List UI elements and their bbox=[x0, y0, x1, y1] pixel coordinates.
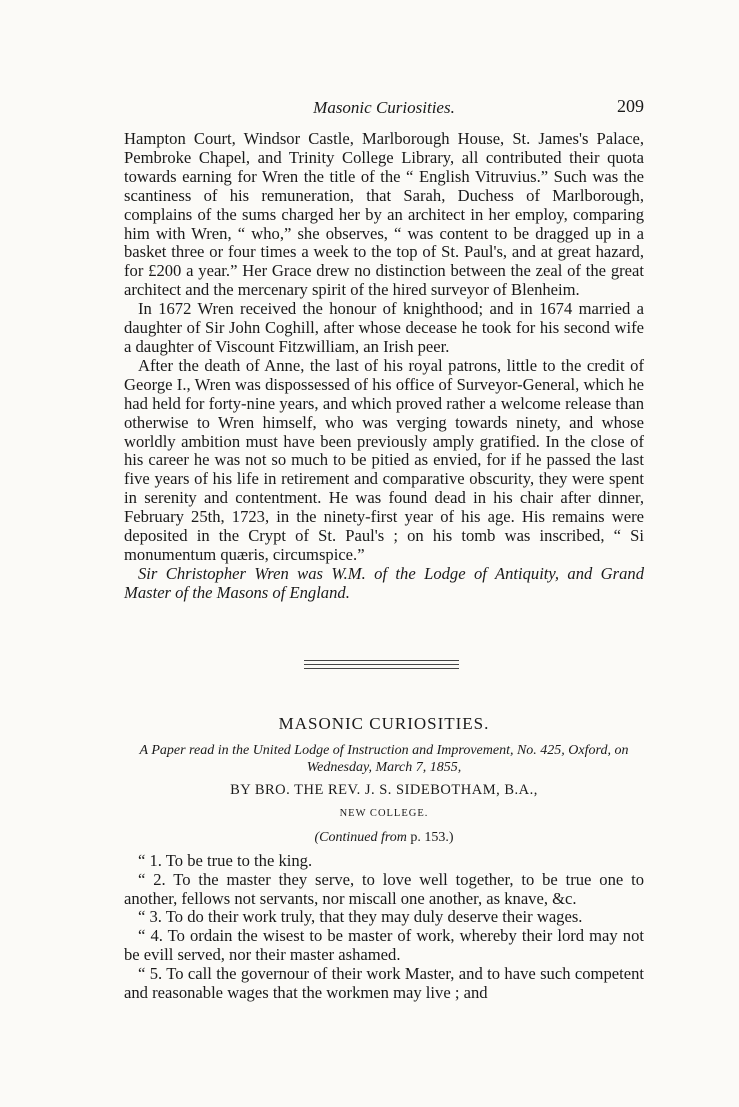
divider-line bbox=[304, 668, 459, 669]
continued-label: (Continued from bbox=[314, 830, 407, 845]
body-paragraph: In 1672 Wren received the honour of knighthood; and in 1674 married a daughter of Sir John Coghill, after whose decease he took for his second wife a daughter of Viscount Fitzwilliam, an Irish peer. bbox=[124, 299, 644, 356]
divider-line bbox=[304, 660, 459, 661]
body-text bbox=[124, 130, 644, 603]
body-paragraph: After the death of Anne, the last of his royal patrons, little to the credit of George I., Wren was dispossessed of his office of Surveyor-General, which he had held for forty-nine years, and which proved rather a welcome release than otherwise to Wren himself, who was verging towards ninety, and whose worldly ambition must have been previously amply gratified. In the close of his career he was not so much to be pitied as envied, for if he passed the last five years of his life in retirement and comparative obscurity, they were spent in serenity and contentment. He was found dead in his chair after dinner, February 25th, 1723, in the ninety-first year of his age. His remains were deposited in the Crypt of St. Paul's ; on his tomb was inscribed, “ Si monumentum quæris, circumspice.” bbox=[124, 355, 644, 564]
section-divider bbox=[304, 660, 459, 672]
continued-note bbox=[124, 830, 644, 846]
charges-list bbox=[124, 852, 644, 1002]
charge-item: “ 5. To call the governour of their work Master, and to have such competent and reasonable wages that the workmen may live ; and bbox=[124, 963, 644, 1002]
charge-item: “ 3. To do their work truly, that they may duly deserve their wages. bbox=[138, 907, 583, 927]
attribution-paragraph: Sir Christopher Wren was W.M. of the Lodge of Antiquity, and Grand Master of the Masons of England. bbox=[124, 563, 644, 602]
charge-item: “ 1. To be true to the king. bbox=[138, 851, 313, 870]
running-title: Masonic Curiosities. bbox=[313, 98, 455, 117]
article-author: BY BRO. THE REV. J. S. SIDEBOTHAM, B.A., bbox=[230, 782, 538, 798]
page-number: 209 bbox=[617, 96, 644, 116]
charge-item: “ 2. To the master they serve, to love well together, to be true one to another, fellows not servants, nor miscall one another, as knave, &c. bbox=[124, 869, 644, 908]
body-paragraph: Hampton Court, Windsor Castle, Marlborough House, St. James's Palace, Pembroke Chapel, and Trinity College Library, all contributed their quota towards earning for Wren the title of the “ English Vitruvius.” Such was the scantiness of his remuneration, that Sarah, Duchess of Marlborough, complains of the sums charged her by an architect in her employ, comparing him with Wren, “ who,” she observes, “ was content to be dragged up in a basket three or four times a week to the top of St. Paul's, and at great hazard, for £200 a year.” Her Grace drew no distinction between the zeal of the great architect and the mercenary spirit of the hired surveyor of Blenheim. bbox=[124, 129, 644, 300]
article-title: MASONIC CURIOSITIES. bbox=[278, 714, 490, 733]
divider-line bbox=[304, 664, 459, 665]
continued-page: p. 153.) bbox=[410, 830, 454, 845]
running-head bbox=[124, 96, 644, 120]
author-college: NEW COLLEGE. bbox=[339, 808, 429, 819]
article-subtitle: A Paper read in the United Lodge of Instruction and Improvement, No. 425, Oxford, on Wednesday, March 7, 1855, bbox=[139, 743, 629, 775]
charge-item: “ 4. To ordain the wisest to be master of work, whereby their lord may not be evill served, nor their master ashamed. bbox=[124, 926, 644, 964]
